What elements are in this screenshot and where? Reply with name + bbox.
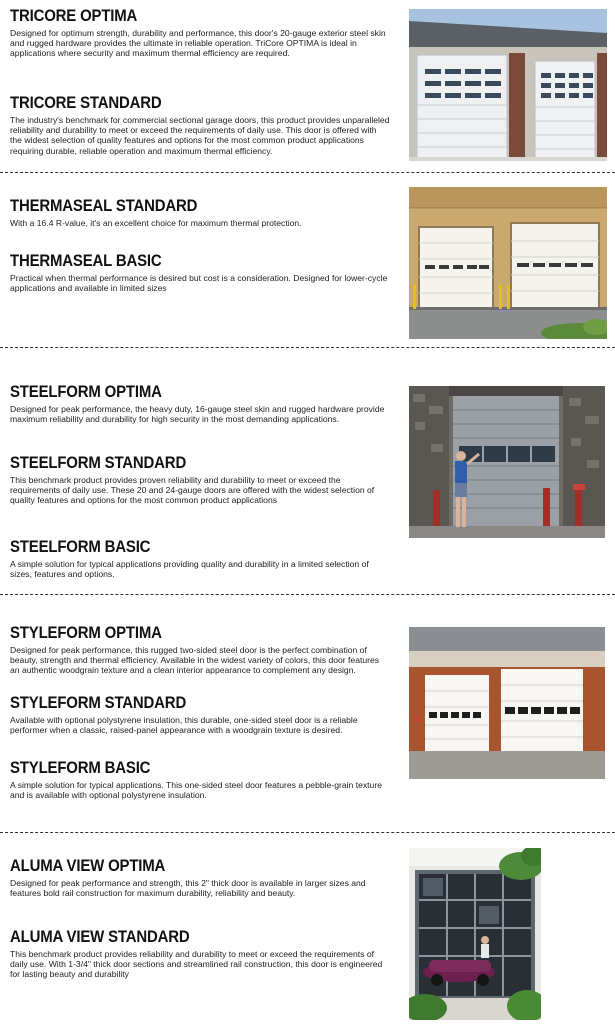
thermaseal-door-photo: [409, 187, 607, 339]
product-styleform-basic: [10, 758, 390, 800]
aluma-view-door-photo: [409, 848, 541, 1020]
product-title: ALUMA VIEW OPTIMA: [10, 856, 166, 875]
product-description: The industry's benchmark for commercial sectional garage doors, this product provides unparalleled reliability and durability to meet or exceed the requirements of daily use. This door is offered with the widest selection of quality features and options for the most common product applications requiring durable, reliable operation and maximum thermal efficiency.: [10, 115, 390, 156]
product-title: STYLEFORM OPTIMA: [10, 623, 162, 642]
product-steelform-optima: [10, 382, 390, 424]
product-description: A simple solution for typical applications. This one-sided steel door features a pebble-grain texture and is available with optional polystyrene insulation.: [10, 780, 382, 801]
product-title: STEELFORM OPTIMA: [10, 382, 162, 401]
product-description: A simple solution for typical applications providing quality and durability in a limited selection of sizes, features and options.: [10, 559, 369, 580]
section-divider: [0, 832, 615, 833]
product-title: THERMASEAL STANDARD: [10, 196, 198, 215]
product-title: TRICORE OPTIMA: [10, 6, 138, 25]
product-tricore-optima: [10, 6, 390, 59]
product-description: Designed for optimum strength, durability and performance, this door's 20-gauge exterior steel skin and rugged hardware provides the ultimate in reliable operation. TriCore OPTIMA is ideal in applications where security and maximum thermal efficiency are required.: [10, 28, 386, 59]
product-aluma-view-standard: [10, 927, 390, 980]
product-title: STYLEFORM STANDARD: [10, 693, 187, 712]
product-description: Available with optional polystyrene insulation, this durable, one-sided steel door is a reliable performer when a classic, raised-panel appearance with a woodgrain texture is desired.: [10, 715, 358, 736]
product-title: ALUMA VIEW STANDARD: [10, 927, 190, 946]
product-aluma-view-optima: [10, 856, 390, 898]
styleform-door-photo: [409, 627, 605, 779]
product-thermaseal-basic: [10, 251, 390, 293]
product-description: This benchmark product provides proven reliability and durability to meet or exceed the requirements of daily use. These 20 and 24-gauge doors are offered with the widest selection of quality features and options for the most common product applications: [10, 475, 375, 506]
product-description: Designed for peak performance, the heavy duty, 16-gauge steel skin and rugged hardware provide maximum reliability and durability for high security in the most demanding applications.: [10, 404, 385, 425]
product-steelform-basic: [10, 537, 390, 579]
product-steelform-standard: [10, 453, 390, 506]
product-title: STEELFORM BASIC: [10, 537, 151, 556]
product-title: STYLEFORM BASIC: [10, 758, 151, 777]
product-description: Designed for peak performance, this rugged two-sided steel door is the perfect combination of beauty, strength and thermal efficiency. Available in the widest variety of colors, this door features an authentic woodgrain texture and a clean interior appearance to complement any design.: [10, 645, 380, 676]
product-tricore-standard: [10, 93, 390, 156]
section-divider: [0, 172, 615, 173]
product-title: TRICORE STANDARD: [10, 93, 162, 112]
product-description: Designed for peak performance and strength, this 2" thick door is available in larger sizes and features bold rail construction for maximum durability, reliability and beauty.: [10, 878, 366, 899]
product-title: STEELFORM STANDARD: [10, 453, 187, 472]
section-divider: [0, 347, 615, 348]
product-thermaseal-standard: [10, 196, 390, 228]
product-description: With a 16.4 R-value, it's an excellent choice for maximum thermal protection.: [10, 218, 302, 228]
tricore-door-photo: [409, 9, 607, 161]
product-title: THERMASEAL BASIC: [10, 251, 162, 270]
product-styleform-optima: [10, 623, 390, 676]
product-description: Practical when thermal performance is desired but cost is a consideration. Designed for lower-cycle applications and available in limited sizes: [10, 273, 388, 294]
section-divider: [0, 594, 615, 595]
product-styleform-standard: [10, 693, 390, 735]
steelform-door-photo: [409, 386, 605, 538]
product-description: This benchmark product provides reliability and durability to meet or exceed the requirements of daily use. With 1-3/4" thick door sections and streamlined rail construction, this door is engineered for lasting beauty and durability: [10, 949, 383, 980]
